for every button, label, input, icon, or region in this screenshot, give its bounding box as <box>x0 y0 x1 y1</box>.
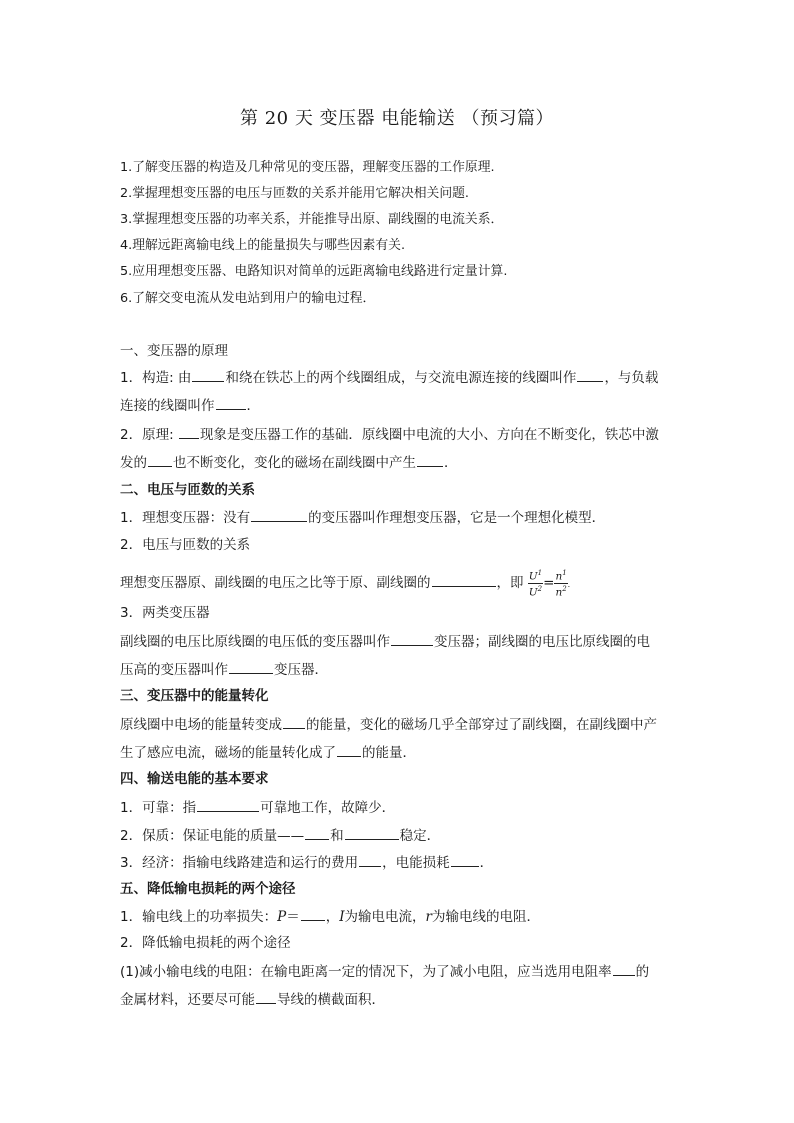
fill-blank[interactable] <box>391 631 433 646</box>
section-heading: 三、变压器中的能量转化 <box>120 688 269 704</box>
text-line: 发的 也不断变化，变化的磁场在副线圈中产生 ． <box>120 452 680 473</box>
fill-blank[interactable] <box>251 507 307 522</box>
text-line: 1．理想变压器：没有 的变压器叫作理想变压器，它是一个理想化模型． <box>120 507 680 528</box>
text-line: 2．保质：保证电能的质量—— 和 稳定． <box>120 825 680 846</box>
text-line: 2．降低输电损耗的两个途径 <box>120 935 291 951</box>
fill-blank[interactable] <box>613 961 635 976</box>
fill-blank[interactable] <box>283 714 305 729</box>
fill-blank[interactable] <box>179 424 199 439</box>
text-line: 3．经济：指输电线路建造和运行的费用 ，电能损耗 ． <box>120 852 680 873</box>
section-heading: 五、降低输电损耗的两个途径 <box>120 881 296 897</box>
objective-item: 4.理解远距离输电线上的能量损失与哪些因素有关. <box>120 238 406 253</box>
text-line: 原线圈中电场的能量转变成 的能量，变化的磁场几乎全部穿过了副线圈，在副线圈中产 <box>120 714 680 735</box>
text-line: 3．两类变压器 <box>120 605 210 621</box>
objective-item: 3.掌握理想变压器的功率关系，并能推导出原、副线圈的电流关系． <box>120 212 504 227</box>
fill-blank[interactable] <box>337 742 361 757</box>
objective-item: 2.掌握理想变压器的电压与匝数的关系并能用它解决相关问题. <box>120 186 469 201</box>
fill-blank[interactable] <box>432 572 496 587</box>
objective-item: 5.应用理想变压器、电路知识对简单的远距离输电线路进行定量计算. <box>120 264 508 279</box>
text-line: 1．构造: 由 和绕在铁芯上的两个线圈组成，与交流电源连接的线圈叫作 ，与负载 <box>120 367 680 388</box>
fill-blank[interactable] <box>417 452 443 467</box>
fill-blank[interactable] <box>345 825 399 840</box>
fill-blank[interactable] <box>577 367 603 382</box>
text-line: 2．电压与匝数的关系 <box>120 537 251 553</box>
text-line: 1．输电线上的功率损失：P＝ ，I为输电电流，r为输电线的电阻． <box>120 906 680 927</box>
objective-item: 1.了解变压器的构造及几种常见的变压器，理解变压器的工作原理. <box>120 160 495 175</box>
text-line: 2．原理: 现象是变压器工作的基础．原线圈中电流的大小、方向在不断变化，铁芯中激 <box>120 424 680 445</box>
voltage-ratio: $\frac{U^1}{U^2}$ <box>528 569 543 598</box>
fill-blank[interactable] <box>451 852 479 867</box>
text-line: (1)减小输电线的电阻：在输电距离一定的情况下，为了减小电阻，应当选用电阻率 的 <box>120 961 680 982</box>
fill-blank[interactable] <box>305 825 329 840</box>
fill-blank[interactable] <box>216 395 246 410</box>
text-line: 压高的变压器叫作 变压器． <box>120 659 680 680</box>
text-line: 副线圈的电压比原线圈的电压低的变压器叫作 变压器；副线圈的电压比原线圈的电 <box>120 631 680 652</box>
section-heading: 一、变压器的原理 <box>120 343 228 359</box>
fill-blank[interactable] <box>148 452 172 467</box>
text-line: 理想变压器原、副线圈的电压之比等于原、副线圈的 ，即 $\frac{U^1}{U^2}$ = $\frac{n^1}{n^2}$ . <box>120 569 571 598</box>
text-line: 生了感应电流，磁场的能量转化成了 的能量． <box>120 742 680 763</box>
objective-item: 6.了解交变电流从发电站到用户的输电过程． <box>120 291 376 306</box>
fill-blank[interactable] <box>197 797 259 812</box>
turns-ratio: $\frac{n^1}{n^2}$ <box>555 569 567 598</box>
text-line: 连接的线圈叫作 ． <box>120 395 680 416</box>
section-heading: 二、电压与匝数的关系 <box>120 482 255 498</box>
fill-blank[interactable] <box>256 989 276 1004</box>
fill-blank[interactable] <box>301 906 325 921</box>
page-title: 第 20 天 变压器 电能输送 （预习篇） <box>239 108 554 129</box>
fill-blank[interactable] <box>229 659 273 674</box>
text-line: 金属材料，还要尽可能 导线的横截面积． <box>120 989 680 1010</box>
fill-blank[interactable] <box>359 852 381 867</box>
text-line: 1．可靠：指 可靠地工作，故障少． <box>120 797 680 818</box>
section-heading: 四、输送电能的基本要求 <box>120 771 269 787</box>
fill-blank[interactable] <box>192 367 224 382</box>
